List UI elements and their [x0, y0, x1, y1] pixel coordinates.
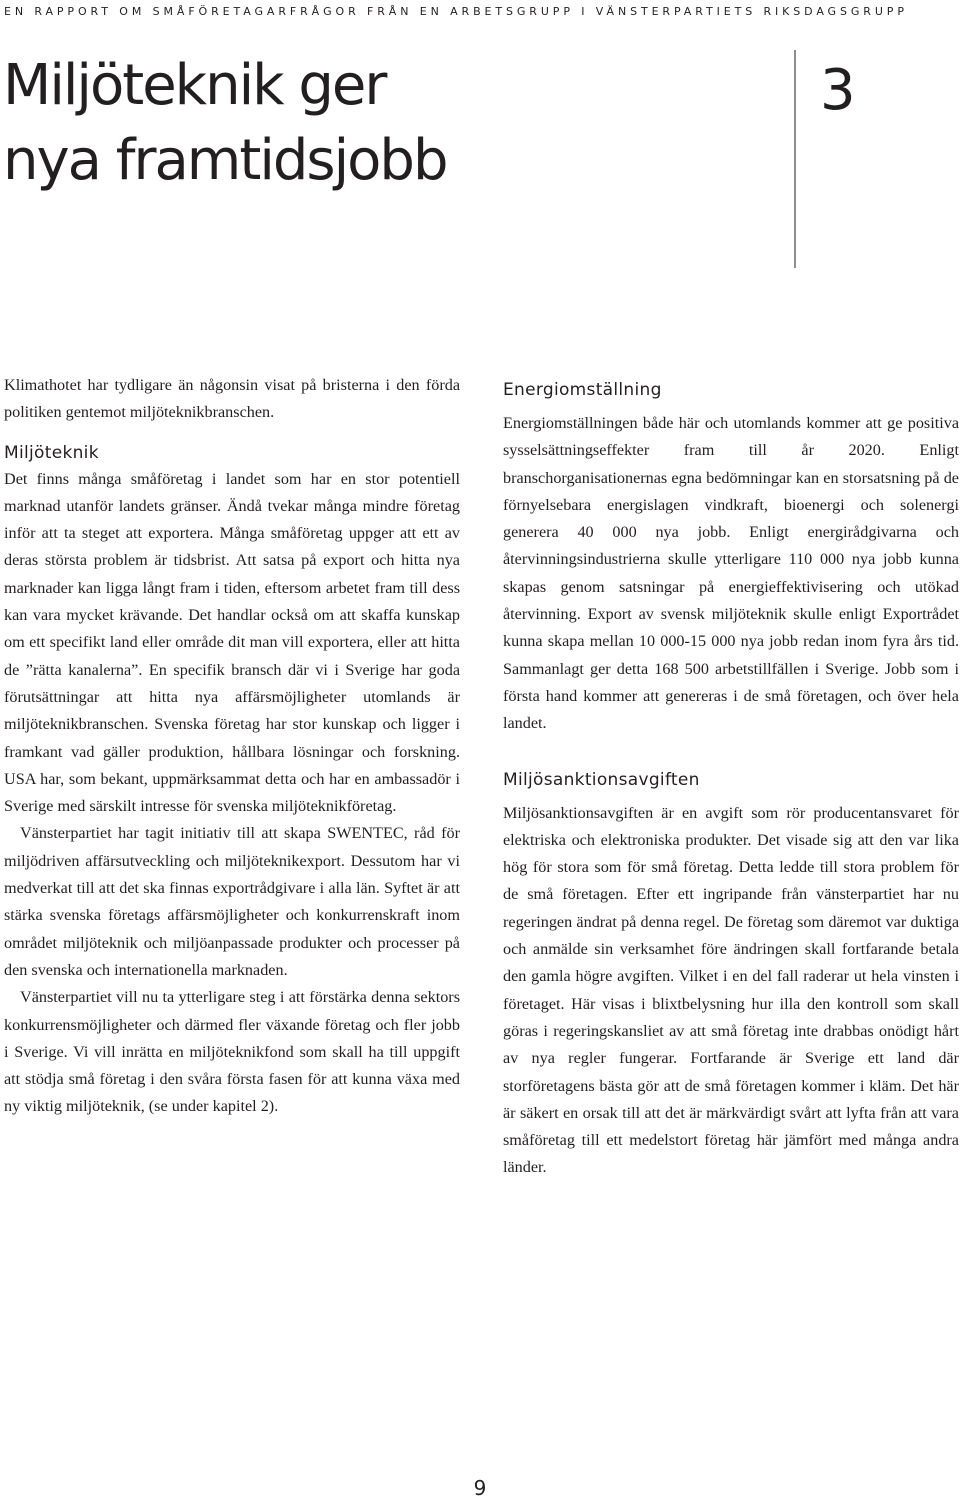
section-heading-miljosanktionsavgiften: Miljösanktionsavgiften	[503, 769, 700, 790]
body-paragraph: Energiomställningen både här och utomlands kommer att ge positiva sysselsättningseffekter fram till år 2020. Enligt branschorganisationernas egna bedömningar kan en storsatsning på de förnyelsebara energislagen vindkraft, bioenergi och solenergi generera 40 000 nya jobb. Enligt energirådgivarna och återvinningsindustrierna skulle ytterligare 110 000 nya jobb kunna skapas genom satsningar på energieffektivisering och utökad återvinning. Export av svensk miljöteknik skulle enligt Exportrådet kunna skapa mellan 10 000-15 000 nya jobb redan inom fyra års tid. Sammanlagt ger detta 168 500 arbetstillfällen i Sverige. Jobb som i första hand kommer att genereras i de små företagen, och över hela landet.	[503, 414, 959, 733]
right-text-column	[503, 376, 959, 1182]
body-paragraph: Det finns många småföretag i landet som har en stor potentiell marknad utanför landets gränser. Ändå tvekar många mindre företag inför att ta steget att exportera. Många småföretag uppger att ett av deras största problem är tidsbrist. Att satsa på export och hitta nya marknader kan ligga långt fram i tiden, eftersom arbetet fram till dess kan vara mycket krävande. Det handlar också om att skaffa kunskap om ett specifikt land eller område dit man vill exportera, eller att hitta de ”rätta kanalerna”. En specifik bransch där vi i Sverige har goda förutsättningar att hitta nya affärsmöjligheter utomlands är miljöteknikbranschen. Svenska företag har stor kunskap och ligger i framkant vad gäller produktion, hållbara lösningar och forskning. USA har, som bekant, uppmärksammat detta och har en ambassadör i Sverige med särskilt intresse för svenska miljöteknikföretag.	[4, 469, 460, 816]
chapter-divider-rule	[794, 50, 796, 268]
left-text-column	[4, 372, 460, 1121]
chapter-number: 3	[820, 58, 856, 123]
section-heading-miljoteknik: Miljöteknik	[4, 442, 99, 463]
page-number: 9	[473, 1476, 487, 1500]
intro-paragraph: Klimathotet har tydligare än någonsin visat på bristerna i den förda politiken gentemot miljöteknikbranschen.	[4, 376, 460, 422]
running-header: EN RAPPORT OM SMÅFÖRETAGARFRÅGOR FRÅN EN ARBETSGRUPP I VÄNSTERPARTIETS RIKSDAGSGRUPP	[4, 5, 908, 18]
body-paragraph: Miljösanktionsavgiften är en avgift som rör producentansvaret för elektriska och elektroniska produkter. Det visade sig att den var lika hög för stora som för små företag. Detta ledde till stora problem för de små företagen. Efter ett ingripande från vänsterpartiet har nu regeringen ändrat på denna regel. De företag som däremot var duktiga och anmälde sin verksamhet före ändringen skall fortfarande betala den gamla högre avgiften. Vilket i en del fall raderar ut hela vinsten i företaget. Här visas i blixtbelysning hur illa den kontroll som skall göras i regeringskansliet av att små företag inte drabbas onödigt hårt av nya regler fungerar. Fortfarande är Sverige ett land där storföretagens bästa gör att de små företagen kommer i kläm. Det här är säkert en orsak till att det är märkvärdigt svårt att lyfta från att vara småföretag till ett medelstort företag här jämfört med många andra länder.	[503, 803, 959, 1177]
section-heading-energiomstallning: Energiomställning	[503, 380, 662, 400]
chapter-title-line-2: nya framtidsjobb	[3, 128, 447, 193]
body-paragraph: Vänsterpartiet vill nu ta ytterligare steg i att förstärka denna sektors konkurrensmöjligheter och därmed fler växande företag och fler jobb i Sverige. Vi vill inrätta en miljöteknikfond som skall ha till uppgift att stödja små företag i den svåra första fasen för att kunna växa med ny viktig miljöteknik, (se under kapitel 2).	[4, 988, 460, 1116]
chapter-title-line-1: Miljöteknik ger	[3, 53, 386, 118]
body-paragraph: Vänsterpartiet har tagit initiativ till att skapa SWENTEC, råd för miljödriven affärsutveckling och miljöteknikexport. Dessutom har vi medverkat till att det ska finnas exportrådgivare i alla län. Syftet är att stärka svenska företags affärsmöjligheter och konkurrenskraft inom området miljöteknik och miljöanpassade produkter och processer på den svenska och internationella marknaden.	[4, 824, 460, 979]
chapter-title	[3, 48, 603, 198]
